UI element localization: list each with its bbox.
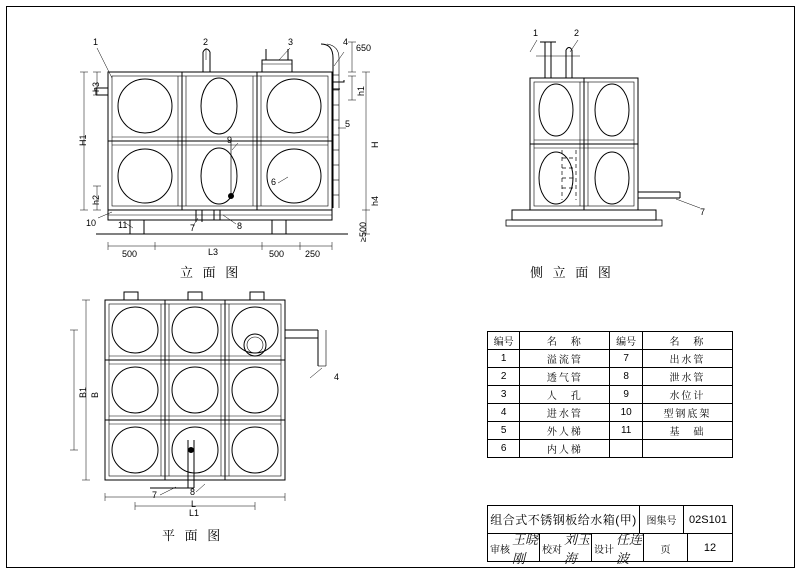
legend-no: 11 — [610, 422, 642, 440]
legend-name: 外人梯 — [520, 422, 610, 440]
callout-7-plan: 7 — [152, 490, 158, 500]
table-row — [488, 386, 733, 404]
legend-header-no-right: 编号 — [610, 332, 642, 350]
legend-name: 内人梯 — [520, 440, 610, 458]
dim-650: 650 — [356, 43, 372, 53]
legend-name: 人 孔 — [520, 386, 610, 404]
legend-no: 2 — [488, 368, 520, 386]
caption-elevation: 立 面 图 — [180, 265, 242, 280]
callout-10-elevation: 10 — [86, 218, 97, 228]
dim-500-left: 500 — [122, 249, 138, 259]
legend-name: 出水管 — [642, 350, 732, 368]
dim-l3: L3 — [208, 247, 219, 257]
table-row — [488, 440, 733, 458]
dim-b: B — [90, 391, 100, 398]
legend-header-no-left: 编号 — [488, 332, 520, 350]
table-row — [488, 422, 733, 440]
legend-name: 溢流管 — [520, 350, 610, 368]
check-signature: 刘玉海 — [564, 532, 591, 566]
dim-h1-small: h1 — [356, 85, 366, 96]
legend-name: 透气管 — [520, 368, 610, 386]
legend-header-row — [488, 332, 733, 350]
table-row — [488, 350, 733, 368]
design-label: 设计 — [594, 544, 614, 556]
dim-l: L — [191, 499, 197, 509]
legend-no: 8 — [610, 368, 642, 386]
dim-l1: L1 — [189, 508, 200, 518]
legend-table — [487, 331, 733, 458]
dim-500-right: 500 — [269, 249, 285, 259]
legend-header-name-left: 名 称 — [520, 332, 610, 350]
title-block — [487, 505, 733, 566]
set-number-label: 图集号 — [640, 506, 684, 533]
page-label: 页 — [644, 534, 688, 562]
callout-4-elevation: 4 — [343, 37, 349, 47]
caption-plan: 平 面 图 — [162, 528, 224, 543]
legend-name: 型钢底架 — [642, 404, 732, 422]
callout-2-elevation: 2 — [203, 37, 209, 47]
dim-h-total: H — [370, 141, 380, 148]
table-row — [488, 404, 733, 422]
legend-no: 6 — [488, 440, 520, 458]
review-label: 审核 — [490, 544, 510, 556]
callout-8-elevation: 8 — [237, 221, 243, 231]
callout-9-elevation: 9 — [227, 135, 233, 145]
callout-11-elevation: 11 — [118, 220, 128, 230]
legend-no: 4 — [488, 404, 520, 422]
page-value: 12 — [703, 542, 717, 554]
check-label: 校对 — [542, 544, 562, 556]
callout-4-plan: 4 — [334, 372, 340, 382]
dim-b1: B1 — [78, 386, 88, 398]
callout-8-plan: 8 — [190, 487, 196, 497]
legend-no: 9 — [610, 386, 642, 404]
callout-1-side: 1 — [533, 28, 539, 38]
callout-2-side: 2 — [574, 28, 580, 38]
legend-name: 水位计 — [642, 386, 732, 404]
set-number-value: 02S101 — [689, 513, 727, 526]
table-row — [488, 368, 733, 386]
drawing-title: 组合式不锈钢板给水箱(甲) — [488, 506, 640, 533]
callout-1-elevation: 1 — [93, 37, 99, 47]
legend-name: 泄水管 — [642, 368, 732, 386]
dim-250: 250 — [305, 249, 321, 259]
callout-7-side: 7 — [700, 207, 706, 217]
callout-6-elevation: 6 — [271, 177, 277, 187]
review-signature: 王晓刚 — [512, 532, 539, 566]
legend-no — [610, 440, 642, 458]
dim-h3: h3 — [91, 81, 101, 92]
legend-name: 基 础 — [642, 422, 732, 440]
legend-header-name-right: 名 称 — [642, 332, 732, 350]
callout-3-elevation: 3 — [288, 37, 294, 47]
callout-5-elevation: 5 — [345, 119, 351, 129]
dim-h4: h4 — [370, 195, 380, 206]
legend-no: 1 — [488, 350, 520, 368]
design-signature: 任连波 — [616, 532, 643, 566]
legend-no: 3 — [488, 386, 520, 404]
callout-7-elevation: 7 — [190, 223, 196, 233]
legend-no: 10 — [610, 404, 642, 422]
dim-h2: h2 — [91, 194, 101, 205]
dim-clearance: ≥500 — [358, 222, 368, 242]
legend-no: 5 — [488, 422, 520, 440]
caption-side-elevation: 侧 立 面 图 — [530, 265, 614, 280]
legend-name — [642, 440, 732, 458]
legend-no: 7 — [610, 350, 642, 368]
title-block-row-signatures — [488, 532, 732, 566]
dim-h1-total: H1 — [78, 134, 88, 146]
legend-name: 进水管 — [520, 404, 610, 422]
